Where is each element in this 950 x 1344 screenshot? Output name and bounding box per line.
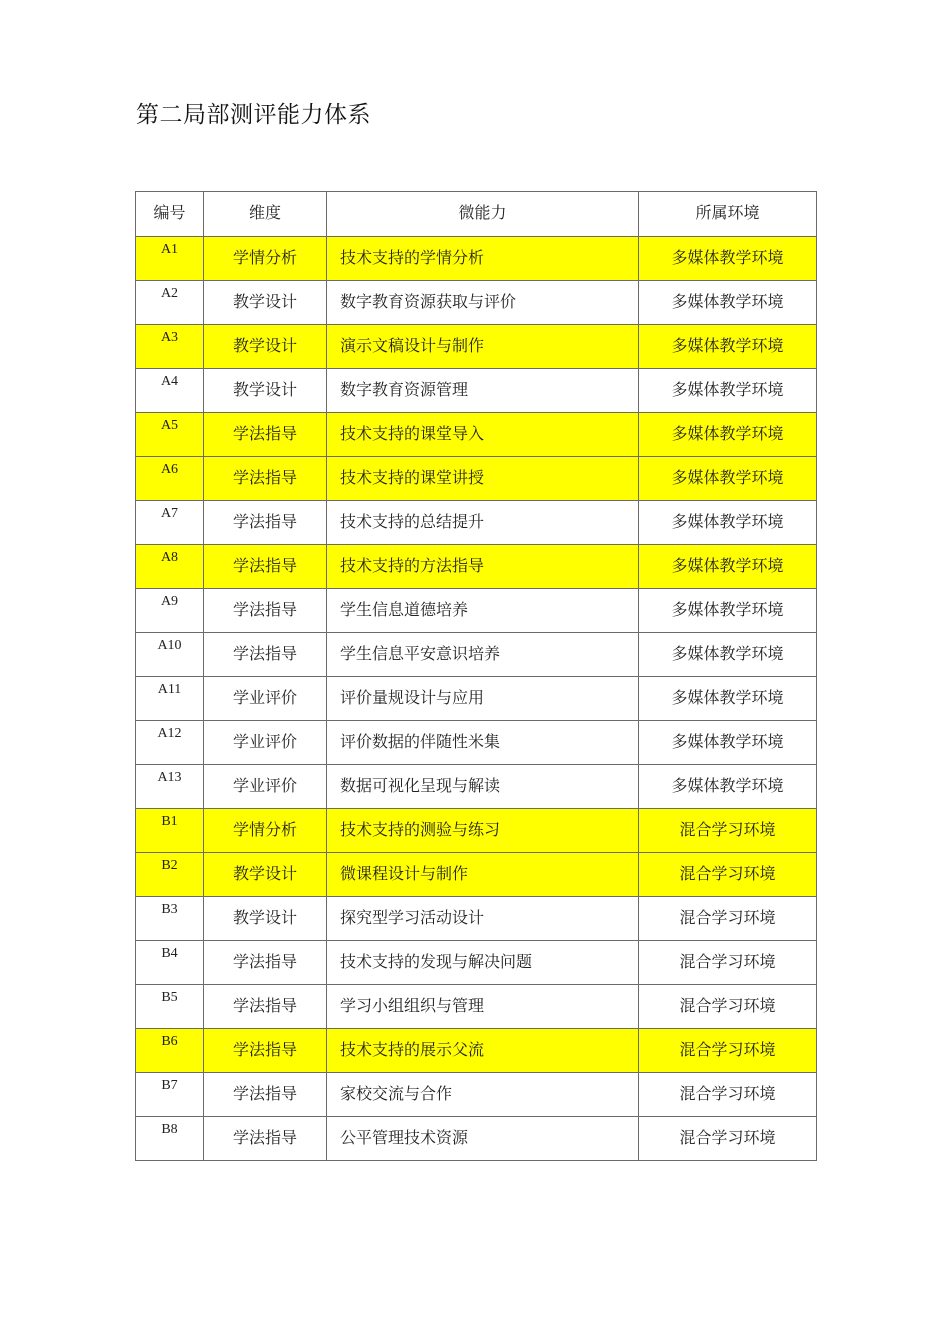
cell-id: A13 [136,765,204,809]
table-row [136,1073,817,1117]
cell-dimension: 教学设计 [204,325,327,369]
cell-environment: 多媒体教学环境 [639,237,817,281]
cell-id: A8 [136,545,204,589]
cell-id: A7 [136,501,204,545]
cell-environment: 多媒体教学环境 [639,281,817,325]
cell-skill: 演示文稿设计与制作 [327,325,639,369]
cell-id: B8 [136,1117,204,1161]
cell-dimension: 学法指导 [204,413,327,457]
cell-environment: 混合学习环境 [639,985,817,1029]
cell-id: B1 [136,809,204,853]
cell-skill: 技术支持的课堂讲授 [327,457,639,501]
cell-environment: 多媒体教学环境 [639,721,817,765]
cell-dimension: 教学设计 [204,369,327,413]
cell-dimension: 教学设计 [204,281,327,325]
cell-id: A9 [136,589,204,633]
cell-dimension: 学法指导 [204,457,327,501]
cell-dimension: 学法指导 [204,545,327,589]
table-row [136,985,817,1029]
cell-skill: 学生信息道德培养 [327,589,639,633]
cell-dimension: 学法指导 [204,1073,327,1117]
competency-table [135,191,817,1161]
header-id: 编号 [136,192,204,237]
cell-dimension: 学业评价 [204,677,327,721]
cell-skill: 技术支持的测验与练习 [327,809,639,853]
header-row [136,192,817,237]
table-row [136,809,817,853]
cell-skill: 技术支持的总结提升 [327,501,639,545]
table-row [136,897,817,941]
cell-environment: 混合学习环境 [639,941,817,985]
cell-id: A12 [136,721,204,765]
cell-skill: 学生信息平安意识培养 [327,633,639,677]
cell-id: A10 [136,633,204,677]
cell-skill: 评价数据的伴随性米集 [327,721,639,765]
cell-dimension: 学法指导 [204,985,327,1029]
cell-id: A2 [136,281,204,325]
cell-id: A11 [136,677,204,721]
cell-skill: 微课程设计与制作 [327,853,639,897]
cell-environment: 多媒体教学环境 [639,633,817,677]
header-dimension: 维度 [204,192,327,237]
cell-dimension: 学法指导 [204,633,327,677]
table-row [136,325,817,369]
table-row [136,853,817,897]
table-row [136,721,817,765]
cell-id: B7 [136,1073,204,1117]
cell-environment: 多媒体教学环境 [639,369,817,413]
table-row [136,545,817,589]
table-row [136,677,817,721]
cell-skill: 评价量规设计与应用 [327,677,639,721]
cell-skill: 探究型学习活动设计 [327,897,639,941]
cell-dimension: 学法指导 [204,589,327,633]
cell-skill: 数字教育资源获取与评价 [327,281,639,325]
table-row [136,1117,817,1161]
table-row [136,457,817,501]
cell-id: A1 [136,237,204,281]
cell-id: B5 [136,985,204,1029]
cell-id: B2 [136,853,204,897]
cell-skill: 公平管理技术资源 [327,1117,639,1161]
table-row [136,765,817,809]
cell-environment: 混合学习环境 [639,809,817,853]
table-header [136,192,817,237]
cell-id: A4 [136,369,204,413]
cell-environment: 多媒体教学环境 [639,413,817,457]
cell-dimension: 学情分析 [204,237,327,281]
cell-skill: 技术支持的课堂导入 [327,413,639,457]
cell-id: B4 [136,941,204,985]
cell-environment: 多媒体教学环境 [639,325,817,369]
cell-skill: 家校交流与合作 [327,1073,639,1117]
cell-environment: 混合学习环境 [639,1029,817,1073]
cell-environment: 多媒体教学环境 [639,457,817,501]
cell-dimension: 教学设计 [204,897,327,941]
cell-id: A5 [136,413,204,457]
cell-dimension: 学法指导 [204,941,327,985]
cell-dimension: 学业评价 [204,765,327,809]
table-row [136,501,817,545]
table-row [136,369,817,413]
cell-dimension: 学业评价 [204,721,327,765]
table-row [136,413,817,457]
cell-skill: 技术支持的展示父流 [327,1029,639,1073]
cell-skill: 技术支持的发现与解决问题 [327,941,639,985]
cell-dimension: 学法指导 [204,501,327,545]
table-row [136,1029,817,1073]
cell-skill: 技术支持的方法指导 [327,545,639,589]
table-row [136,633,817,677]
header-skill: 微能力 [327,192,639,237]
cell-environment: 混合学习环境 [639,897,817,941]
cell-skill: 数据可视化呈现与解读 [327,765,639,809]
cell-environment: 混合学习环境 [639,1073,817,1117]
table-row [136,589,817,633]
cell-environment: 多媒体教学环境 [639,501,817,545]
cell-dimension: 学情分析 [204,809,327,853]
cell-environment: 多媒体教学环境 [639,677,817,721]
cell-environment: 混合学习环境 [639,1117,817,1161]
cell-dimension: 学法指导 [204,1029,327,1073]
cell-id: B3 [136,897,204,941]
table-row [136,281,817,325]
cell-environment: 多媒体教学环境 [639,589,817,633]
table-body [136,237,817,1161]
cell-environment: 多媒体教学环境 [639,765,817,809]
cell-id: A6 [136,457,204,501]
cell-skill: 学习小组组织与管理 [327,985,639,1029]
cell-dimension: 学法指导 [204,1117,327,1161]
cell-skill: 技术支持的学情分析 [327,237,639,281]
competency-table-container [135,191,817,1161]
cell-dimension: 教学设计 [204,853,327,897]
cell-environment: 多媒体教学环境 [639,545,817,589]
cell-skill: 数字教育资源管理 [327,369,639,413]
table-row [136,237,817,281]
cell-environment: 混合学习环境 [639,853,817,897]
cell-id: B6 [136,1029,204,1073]
cell-id: A3 [136,325,204,369]
page-title: 第二局部测评能力体系 [136,102,371,128]
table-row [136,941,817,985]
header-environment: 所属环境 [639,192,817,237]
